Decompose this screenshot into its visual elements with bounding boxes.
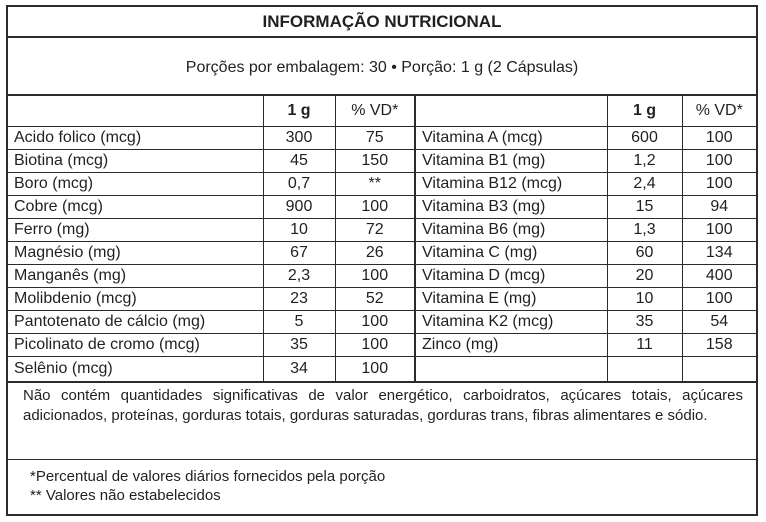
table-row bbox=[8, 127, 756, 150]
nutrient-name: Biotina (mcg) bbox=[8, 150, 263, 173]
nutrient-vd: 158 bbox=[682, 334, 756, 357]
nutrient-amount: 5 bbox=[263, 311, 335, 334]
table-row bbox=[8, 334, 756, 357]
nutrient-name bbox=[415, 357, 607, 383]
header-blank-left bbox=[8, 95, 263, 127]
header-vd-left: % VD* bbox=[335, 95, 415, 127]
nutrient-name: Vitamina K2 (mcg) bbox=[415, 311, 607, 334]
nutrient-vd bbox=[682, 357, 756, 383]
nutrient-name: Vitamina B3 (mg) bbox=[415, 196, 607, 219]
disclaimer-text: Não contém quantidades significativas de valor energético, carboidratos, açúcares totais, açúcares adicionados, proteínas, gorduras totais, gorduras saturadas, gorduras trans, fibras alimentares e sódio. bbox=[23, 387, 743, 424]
nutrient-amount: 10 bbox=[607, 288, 682, 311]
nutrient-name: Magnésio (mg) bbox=[8, 242, 263, 265]
nutrient-name: Vitamina D (mcg) bbox=[415, 265, 607, 288]
nutrient-amount: 11 bbox=[607, 334, 682, 357]
nutrient-vd: 100 bbox=[335, 265, 415, 288]
table-row bbox=[8, 150, 756, 173]
nutrient-vd: 100 bbox=[682, 173, 756, 196]
footnotes bbox=[30, 467, 385, 505]
portion-info: Porções por embalagem: 30 • Porção: 1 g (2 Cápsulas) bbox=[185, 59, 579, 76]
nutrient-name: Boro (mcg) bbox=[8, 173, 263, 196]
nutrient-name: Cobre (mcg) bbox=[8, 196, 263, 219]
nutrient-amount: 23 bbox=[263, 288, 335, 311]
nutrient-amount: 35 bbox=[263, 334, 335, 357]
nutrient-vd: ** bbox=[335, 173, 415, 196]
nutrient-amount: 300 bbox=[263, 127, 335, 150]
nutrient-vd: 94 bbox=[682, 196, 756, 219]
nutrient-name: Vitamina B12 (mcg) bbox=[415, 173, 607, 196]
nutrient-name: Selênio (mcg) bbox=[8, 357, 263, 383]
nutrient-name: Vitamina E (mg) bbox=[415, 288, 607, 311]
header-vd-right: % VD* bbox=[682, 95, 756, 127]
table-row bbox=[8, 219, 756, 242]
label-title: INFORMAÇÃO NUTRICIONAL bbox=[8, 7, 756, 38]
header-amount-left: 1 g bbox=[263, 95, 335, 127]
table-row bbox=[8, 357, 756, 383]
nutrient-vd: 52 bbox=[335, 288, 415, 311]
nutrient-name: Zinco (mg) bbox=[415, 334, 607, 357]
nutrient-vd: 150 bbox=[335, 150, 415, 173]
nutrient-amount: 45 bbox=[263, 150, 335, 173]
nutrient-amount: 900 bbox=[263, 196, 335, 219]
nutrient-amount: 2,4 bbox=[607, 173, 682, 196]
nutrient-name: Acido folico (mcg) bbox=[8, 127, 263, 150]
nutrient-name: Ferro (mg) bbox=[8, 219, 263, 242]
nutrient-vd: 100 bbox=[682, 127, 756, 150]
header-amount-right: 1 g bbox=[607, 95, 682, 127]
footnote-vd: *Percentual de valores diários fornecidos pela porção bbox=[30, 468, 386, 485]
nutrient-vd: 100 bbox=[682, 219, 756, 242]
table-row bbox=[8, 173, 756, 196]
nutrient-name: Vitamina B6 (mg) bbox=[415, 219, 607, 242]
nutrient-vd: 26 bbox=[335, 242, 415, 265]
table-row bbox=[8, 265, 756, 288]
footnote-divider bbox=[8, 459, 756, 460]
table-row bbox=[8, 311, 756, 334]
table-row bbox=[8, 196, 756, 219]
nutrient-table bbox=[8, 94, 756, 383]
nutrient-name: Pantotenato de cálcio (mg) bbox=[8, 311, 263, 334]
nutrient-amount bbox=[607, 357, 682, 383]
nutrient-name: Manganês (mg) bbox=[8, 265, 263, 288]
nutrient-vd: 54 bbox=[682, 311, 756, 334]
nutrient-vd: 75 bbox=[335, 127, 415, 150]
nutrient-amount: 10 bbox=[263, 219, 335, 242]
nutrient-amount: 1,2 bbox=[607, 150, 682, 173]
nutrient-amount: 1,3 bbox=[607, 219, 682, 242]
nutrient-name: Vitamina C (mg) bbox=[415, 242, 607, 265]
footnote-not-established: ** Valores não estabelecidos bbox=[30, 487, 221, 504]
nutrient-vd: 100 bbox=[682, 150, 756, 173]
table-row bbox=[8, 288, 756, 311]
nutrient-amount: 60 bbox=[607, 242, 682, 265]
nutrient-amount: 0,7 bbox=[263, 173, 335, 196]
nutrient-amount: 35 bbox=[607, 311, 682, 334]
nutrient-vd: 100 bbox=[682, 288, 756, 311]
nutrient-name: Vitamina B1 (mg) bbox=[415, 150, 607, 173]
nutrient-vd: 100 bbox=[335, 311, 415, 334]
nutrient-amount: 2,3 bbox=[263, 265, 335, 288]
nutrient-vd: 100 bbox=[335, 334, 415, 357]
table-row bbox=[8, 242, 756, 265]
nutrient-vd: 100 bbox=[335, 196, 415, 219]
header-blank-right bbox=[415, 95, 607, 127]
nutrient-name: Vitamina A (mcg) bbox=[415, 127, 607, 150]
nutrient-amount: 15 bbox=[607, 196, 682, 219]
nutrient-table-body bbox=[8, 95, 756, 382]
nutrient-vd: 400 bbox=[682, 265, 756, 288]
nutrition-label bbox=[6, 5, 758, 516]
nutrient-amount: 34 bbox=[263, 357, 335, 383]
nutrient-vd: 134 bbox=[682, 242, 756, 265]
nutrient-name: Molibdenio (mcg) bbox=[8, 288, 263, 311]
nutrient-vd: 100 bbox=[335, 357, 415, 383]
nutrient-amount: 67 bbox=[263, 242, 335, 265]
nutrient-name: Picolinato de cromo (mcg) bbox=[8, 334, 263, 357]
table-header-row bbox=[8, 95, 756, 127]
nutrient-amount: 600 bbox=[607, 127, 682, 150]
nutrient-vd: 72 bbox=[335, 219, 415, 242]
nutrient-amount: 20 bbox=[607, 265, 682, 288]
